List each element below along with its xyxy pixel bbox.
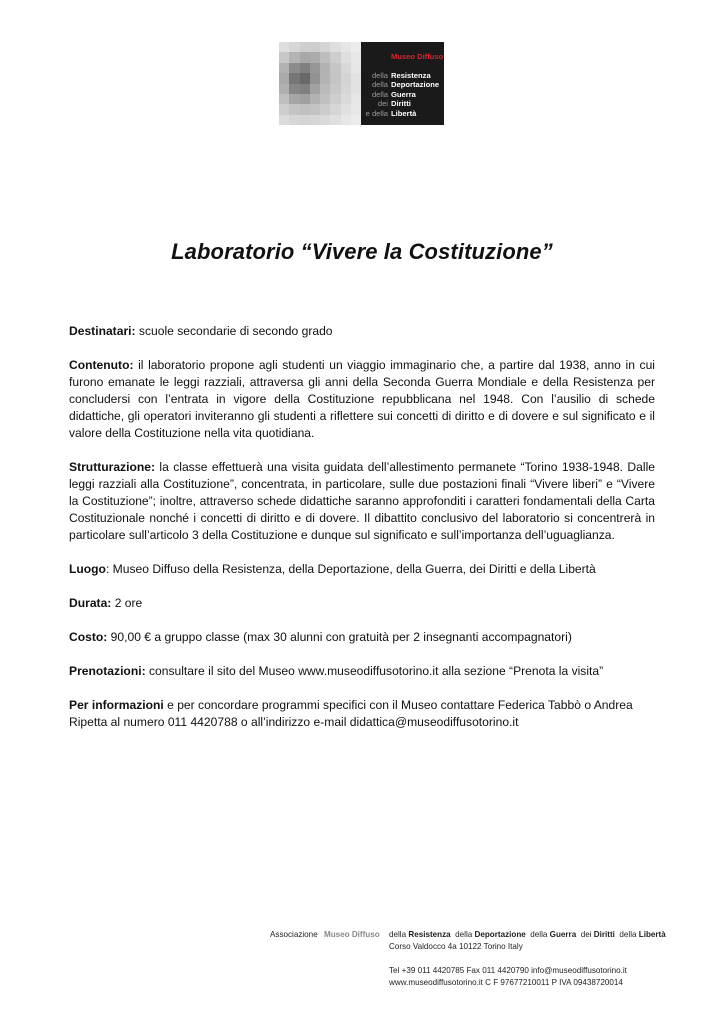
section-text: scuole secondarie di secondo grado [135,324,333,338]
logo-pixel [289,115,299,125]
logo-pixel [310,115,320,125]
logo-row [361,80,444,89]
section-label: Contenuto: [69,358,134,372]
logo-pixel [300,63,310,73]
footer-name-connector: della [525,930,550,939]
logo-pixel [279,94,289,104]
logo-pixel [310,63,320,73]
logo-pixel [330,63,340,73]
logo-pixel [300,94,310,104]
section-text: il laboratorio propone agli studenti un viaggio immaginario che, a partire dal 1938, anno in cui furono emanate le leggi razziali, attraversa gli anni della Seconda Guerra Mondiale e della Resistenza per concludersi con l’entrata in vigore della Costituzione repubblicana nel 1948. Con l’ausilio di schede didattiche, gli operatori inviteranno gli studenti a riflettere sui concetti di diritto e di dovere e sul significato e il valore della Costituzione nella vita quotidiana. [69,358,655,440]
section-label: Durata: [69,596,112,610]
logo-pixel [289,63,299,73]
footer-association [270,929,380,941]
logo-pixel [300,73,310,83]
section-contenuto [69,357,655,442]
logo-pixel [341,84,351,94]
logo-pixel [279,42,289,52]
logo-pixel [289,94,299,104]
footer-name-connector: della [450,930,475,939]
logo-pixel [310,42,320,52]
footer-name-connector: della [389,930,409,939]
logo-pixel [330,115,340,125]
section-label: Strutturazione: [69,460,155,474]
logo-pixel [351,42,361,52]
logo-row-word: Diritti [391,99,411,109]
logo-row-prefix: della [371,89,388,99]
footer-assoc-name: Museo Diffuso [323,930,380,939]
logo-pixel [320,115,330,125]
document-title: Laboratorio “Vivere la Costituzione” [171,239,553,264]
logo-pixel [279,104,289,114]
logo-row-word: Resistenza [391,71,431,80]
logo-pixel [320,94,330,104]
section-prenotazioni [69,663,655,680]
logo-pixel [341,42,351,52]
logo-row [361,90,444,99]
logo-pixel [320,42,330,52]
section-label: Costo: [69,630,108,644]
logo-pixel [289,42,299,52]
logo-pixel [330,84,340,94]
logo-pixel [341,104,351,114]
logo-pixel [330,52,340,62]
logo-pixel [310,84,320,94]
logo-row-word: Guerra [391,89,416,99]
footer-museum-full-name [389,929,719,941]
logo-pixel [310,94,320,104]
section-text: 90,00 € a gruppo classe (max 30 alunni con gratuità per 2 insegnanti accompagnatori) [107,630,572,644]
section-text: consultare il sito del Museo www.museodiffusotorino.it alla sezione “Prenota la visita” [145,664,604,678]
logo-pixel [300,84,310,94]
logo-pixel [330,42,340,52]
section-strutturazione [69,459,655,544]
logo-pixel [320,63,330,73]
section-text: 2 ore [111,596,143,610]
footer-details [389,929,719,989]
logo-rows [361,71,444,118]
footer-name-connector: dei [576,930,594,939]
document-body [69,323,655,748]
logo-pixel [341,115,351,125]
logo-pixel [351,73,361,83]
section-label: Per informazioni [69,698,164,712]
museum-logo [279,42,444,125]
footer-name-keyword: Resistenza [408,930,451,939]
logo-pixel [341,63,351,73]
logo-pixel [351,52,361,62]
logo-pixel [341,94,351,104]
section-text: la classe effettuerà una visita guidata dell’allestimento permanete “Torino 1938-1948. Dalle leggi razziali alla Costituzione”, concentrata, in particolare, sulle due postazioni finali “Vivere liberi” e “Vivere la Costituzione”; inoltre, attraverso schede didattiche saranno approfonditi i caratteri fondamentali della Carta Costituzionale nonché i concetti di diritto e di dovere. Il dibattito conclusivo del laboratorio si concentrerà in particolare sull’articolo 3 della Costituzione e dunque sul significato e sull’importanza dell’uguaglianza. [69,460,655,542]
logo-pixel [300,52,310,62]
logo-pixel [310,52,320,62]
footer-name-connector: della [614,930,639,939]
logo-pixel [279,84,289,94]
logo-pixel [289,84,299,94]
section-costo [69,629,655,646]
logo-row-prefix: dei [377,99,388,109]
logo-pixel [320,104,330,114]
section-text: : Museo Diffuso della Resistenza, della Deportazione, della Guerra, dei Diritti e della Libertà [105,562,596,576]
section-text: e per concordare programmi specifici con il Museo contattare Federica Tabbò o Andrea Ripetta al numero 011 4420788 o all’indirizzo e-mail didattica@museodiffusotorino.it [69,698,633,729]
logo-pixel [341,73,351,83]
section-label: Luogo [69,562,106,576]
section-destinatari [69,323,655,340]
section-durata [69,595,655,612]
logo-pixel [279,73,289,83]
logo-pixel [320,52,330,62]
logo-text-block [361,42,444,125]
logo-pixel [300,42,310,52]
section-label: Prenotazioni: [69,664,146,678]
logo-pixel [330,104,340,114]
logo-row [361,71,444,80]
footer-name-keyword: Deportazione [474,930,526,939]
logo-pixel [279,115,289,125]
logo-pixel [279,52,289,62]
section-label: Destinatari: [69,324,136,338]
footer-web-tax: www.museodiffusotorino.it C F 97677210011 P IVA 09438720014 [389,978,623,987]
footer-name-keyword: Libertà [638,930,666,939]
logo-pixel [351,94,361,104]
logo-pixel [310,73,320,83]
logo-title: Museo Diffuso [391,52,444,61]
footer-name-keyword: Guerra [549,930,577,939]
logo-row-word: Libertà [391,108,417,118]
logo-pixel [300,104,310,114]
logo-pixel [330,94,340,104]
logo-pixel [351,84,361,94]
logo-row-prefix: della [371,71,388,80]
footer-name-keyword: Diritti [593,930,615,939]
logo-pixel [289,52,299,62]
logo-pixel-mosaic [279,42,361,125]
logo-pixel [300,115,310,125]
footer-contacts: Tel +39 011 4420785 Fax 011 4420790 info@museodiffusotorino.it [389,966,627,975]
logo-pixel [320,84,330,94]
logo-pixel [351,104,361,114]
logo-pixel [289,73,299,83]
logo-pixel [310,104,320,114]
logo-row [361,99,444,108]
logo-pixel [330,73,340,83]
logo-row-prefix: e della [365,108,388,118]
section-luogo [69,561,655,578]
logo-pixel [351,63,361,73]
logo-pixel [351,115,361,125]
logo-pixel [289,104,299,114]
logo-pixel [279,63,289,73]
logo-row-prefix: della [371,80,388,90]
footer-assoc-label: Associazione [270,930,318,939]
logo-row [361,109,444,118]
logo-row-word: Deportazione [391,80,440,90]
logo-pixel [320,73,330,83]
logo-pixel [341,52,351,62]
section-informazioni [69,697,655,731]
footer-address: Corso Valdocco 4a 10122 Torino Italy [389,942,523,951]
